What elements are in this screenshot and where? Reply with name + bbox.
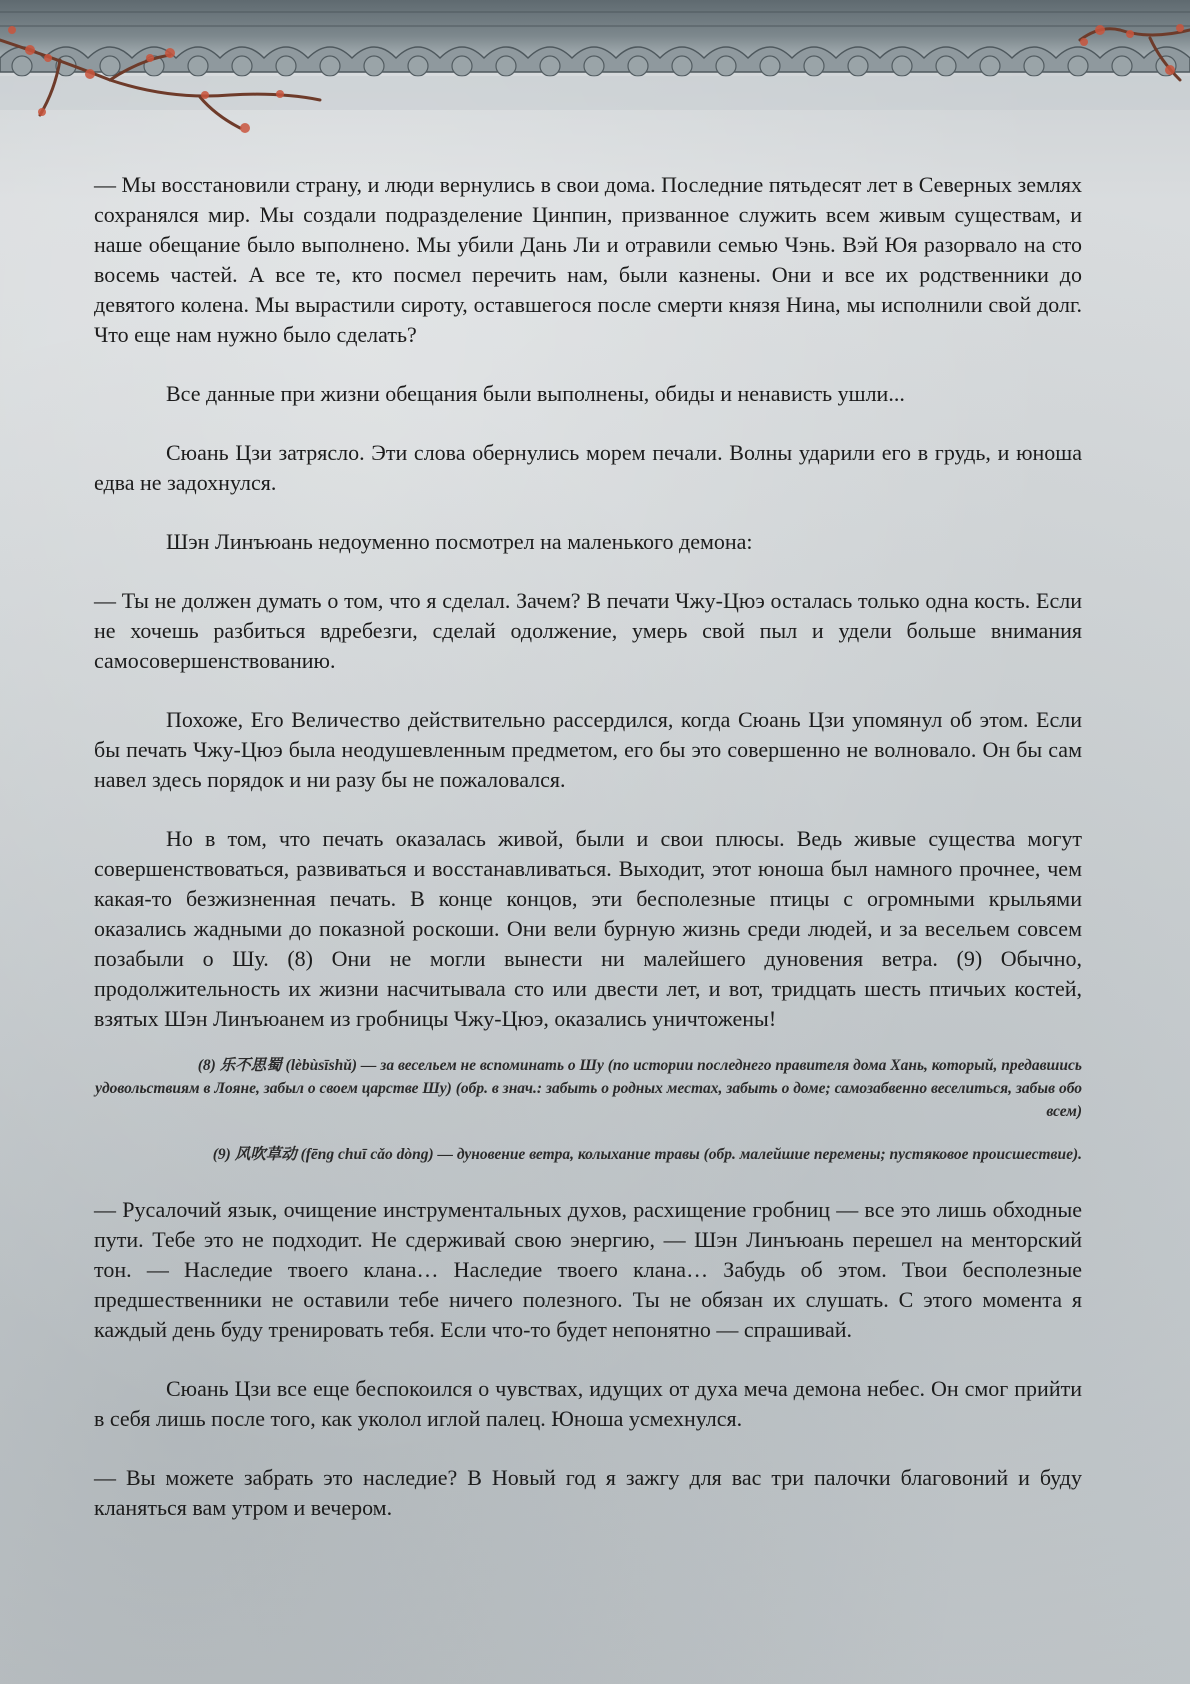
- paragraph: — Вы можете забрать это наследие? В Новый год я зажгу для вас три палочки благовоний и буду кланяться вам утром и вечером.: [94, 1465, 1082, 1520]
- blossom-branch-left-decoration: [0, 0, 330, 140]
- document-body: [94, 170, 1082, 1523]
- paragraph: Но в том, что печать оказалась живой, были и свои плюсы. Ведь живые существа могут совершенствоваться, развиваться и восстанавливаться. Выходит, этот юноша был намного прочнее, чем какая-то безжизненная печать. В конце концов, эти бесполезные птицы с огромными крыльями оказались жадными до показной роскоши. Они вели бурную жизнь среди людей, и за весельем совсем позабыли о Шу. (8) Они не могли вынести ни малейшего дуновения ветра. (9) Обычно, продолжительность их жизни насчитывала сто или двести лет, и вот, тридцать шесть птичьих костей, взятых Шэн Линъюанем из гробницы Чжу-Цюэ, оказались уничтожены!: [94, 826, 1082, 1031]
- paragraph: — Русалочий язык, очищение инструментальных духов, расхищение гробниц — все это лишь обходные пути. Тебе это не подходит. Не сдерживай свою энергию, — Шэн Линъюань перешел на менторский тон. — Наследие твоего клана… Наследие твоего клана… Забудь об этом. Твои бесполезные предшественники не оставили тебе ничего полезного. Ты не обязан их слушать. С этого момента я каждый день буду тренировать тебя. Если что-то будет непонятно — спрашивай.: [94, 1197, 1082, 1342]
- paragraph: — Ты не должен думать о том, что я сделал. Зачем? В печати Чжу-Цюэ осталась только одна кость. Если не хочешь разбиться вдребезги, сделай одолжение, умерь свой пыл и удели больше внимания самосовершенствованию.: [94, 588, 1082, 673]
- paragraph: Все данные при жизни обещания были выполнены, обиды и ненависть ушли...: [166, 381, 905, 406]
- paragraph: Сюань Цзи затрясло. Эти слова обернулись морем печали. Волны ударили его в грудь, и юноша едва не задохнулся.: [94, 440, 1082, 495]
- paragraph: Сюань Цзи все еще беспокоился о чувствах, идущих от духа меча демона небес. Он смог прийти в себя лишь после того, как уколол иглой палец. Юноша усмехнулся.: [94, 1376, 1082, 1431]
- footnote: (8) 乐不思蜀 (lèbùsīshǔ) — за весельем не вспоминать о Шу (по истории последнего правителя дома Хань, который, предавшись удовольствиям в Лояне, забыл о своем царстве Шу) (обр. в знач.: забыть о родных местах, забыть о доме; самозабвенно веселиться, забыв обо всем): [95, 1057, 1082, 1120]
- paragraph: Похоже, Его Величество действительно рассердился, когда Сюань Цзи упомянул об этом. Если бы печать Чжу-Цюэ была неодушевленным предметом, его бы это совершенно не волновало. Он бы сам навел здесь порядок и ни разу бы не пожаловался.: [94, 707, 1082, 792]
- paragraph: Шэн Линъюань недоуменно посмотрел на маленького демона:: [166, 529, 753, 554]
- footnote: (9) 风吹草动 (fēng chuī cǎo dòng) — дуновение ветра, колыхание травы (обр. малейшие перемены; пустяковое происшествие).: [212, 1146, 1082, 1163]
- paragraph: — Мы восстановили страну, и люди вернулись в свои дома. Последние пятьдесят лет в Северных землях сохранялся мир. Мы создали подразделение Цинпин, призванное служить всем живым существам, и наше обещание было выполнено. Мы убили Дань Ли и отравили семью Чэнь. Вэй Юя разорвало на сто восемь частей. А все те, кто посмел перечить нам, были казнены. Они и все их родственники до девятого колена. Мы вырастили сироту, оставшегося после смерти князя Нина, мы исполнили свой долг. Что еще нам нужно было сделать?: [94, 172, 1082, 347]
- blossom-branch-right-decoration: [1040, 0, 1190, 140]
